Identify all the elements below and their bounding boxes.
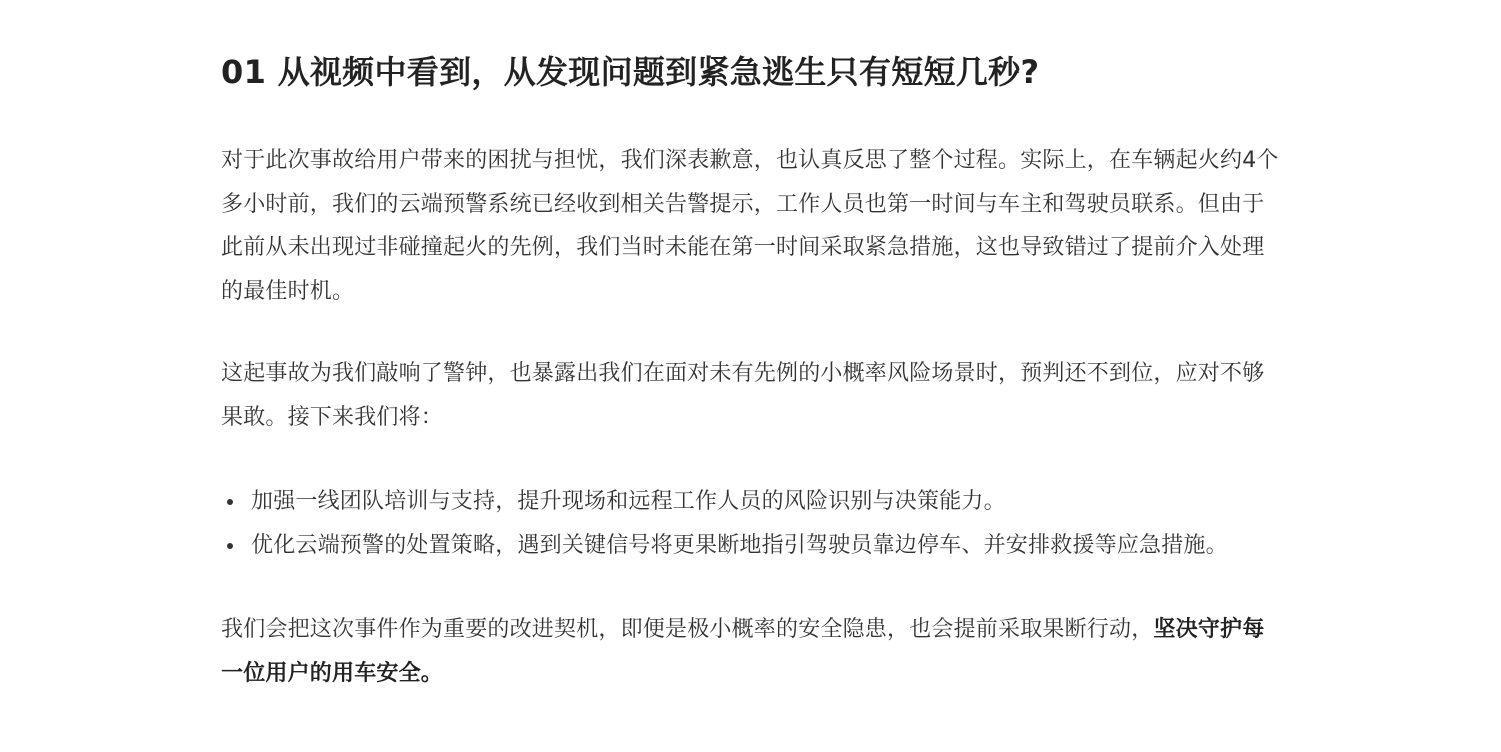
list-item-text: 加强一线团队培训与支持，提升现场和远程工作人员的风险识别与决策能力。 <box>251 489 1006 514</box>
commitment-text: 我们会把这次事件作为重要的改进契机，即便是极小概率的安全隐患，也会提前采取果断行动， <box>221 617 1154 642</box>
section-heading: 01 从视频中看到，从发现问题到紧急逃生只有短短几秒? <box>221 53 1040 91</box>
paragraph-incident-reflection: 对于此次事故给用户带来的困扰与担忧，我们深表歉意，也认真反思了整个过程。实际上，在车辆起火约4个多小时前，我们的云端预警系统已经收到相关告警提示，工作人员也第一时间与车主和驾驶员联系。但由于此前从未出现过非碰撞起火的先例，我们当时未能在第一时间采取紧急措施，这也导致错过了提前介入处理的最佳时机。 <box>221 148 1279 304</box>
paragraph-lessons: 这起事故为我们敲响了警钟，也暴露出我们在面对未有先例的小概率风险场景时，预判还不到位，应对不够果敢。接下来我们将： <box>221 361 1265 430</box>
action-list <box>221 480 1281 567</box>
commitment-emphasis: 坚决守护每一位用户的用车安全。 <box>221 617 1265 686</box>
list-item <box>221 480 1281 524</box>
article-body <box>221 40 1281 695</box>
bullet-dot-icon <box>227 543 233 549</box>
bullet-dot-icon <box>227 499 233 505</box>
paragraph-commitment <box>221 608 1281 695</box>
list-item <box>221 524 1281 568</box>
list-item-text: 优化云端预警的处置策略，遇到关键信号将更果断地指引驾驶员靠边停车、并安排救援等应急措施。 <box>251 532 1228 558</box>
